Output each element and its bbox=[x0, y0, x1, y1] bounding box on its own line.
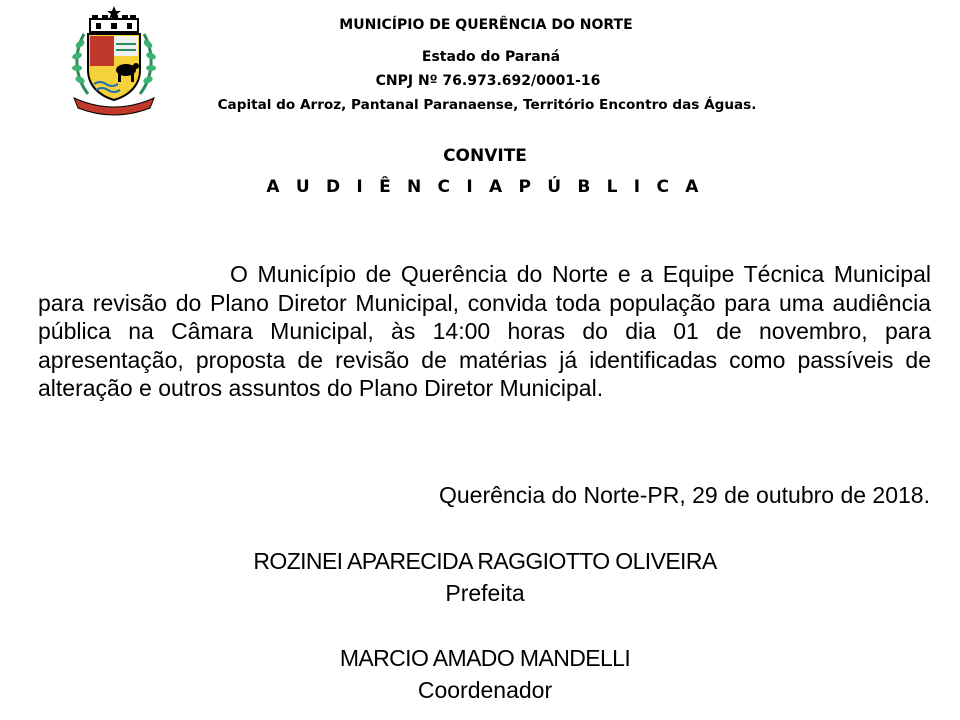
document-subtitle: A U D I Ê N C I A P Ú B L I C A bbox=[266, 177, 704, 197]
state-name: Estado do Paraná bbox=[421, 49, 561, 65]
cnpj-line: CNPJ Nº 76.973.692/0001-16 bbox=[375, 73, 601, 89]
signatory-role-coordinator: Coordenador bbox=[417, 677, 553, 703]
municipality-tagline: Capital do Arroz, Pantanal Paranaense, Território Encontro das Águas. bbox=[217, 97, 757, 113]
signatory-name-mayor: ROZINEI APARECIDA RAGGIOTTO OLIVEIRA bbox=[253, 548, 717, 574]
document-title: CONVITE bbox=[443, 146, 527, 166]
signatory-role-mayor: Prefeita bbox=[445, 580, 525, 606]
municipality-name: MUNICÍPIO DE QUERÊNCIA DO NORTE bbox=[339, 17, 633, 33]
invitation-body: O Município de Querência do Norte e a Equipe Técnica Municipal para revisão do Plano Diretor Municipal, convida toda população para uma audiência pública na Câmara Municipal, às 14:00 horas do dia 01 de novembro, para apresentação, proposta de revisão de matérias já identificadas como passíveis de alteração e outros assuntos do Plano Diretor Municipal. bbox=[38, 261, 931, 401]
place-date: Querência do Norte-PR, 29 de outubro de 2018. bbox=[439, 482, 930, 508]
signatory-name-coordinator: MARCIO AMADO MANDELLI bbox=[339, 645, 631, 671]
